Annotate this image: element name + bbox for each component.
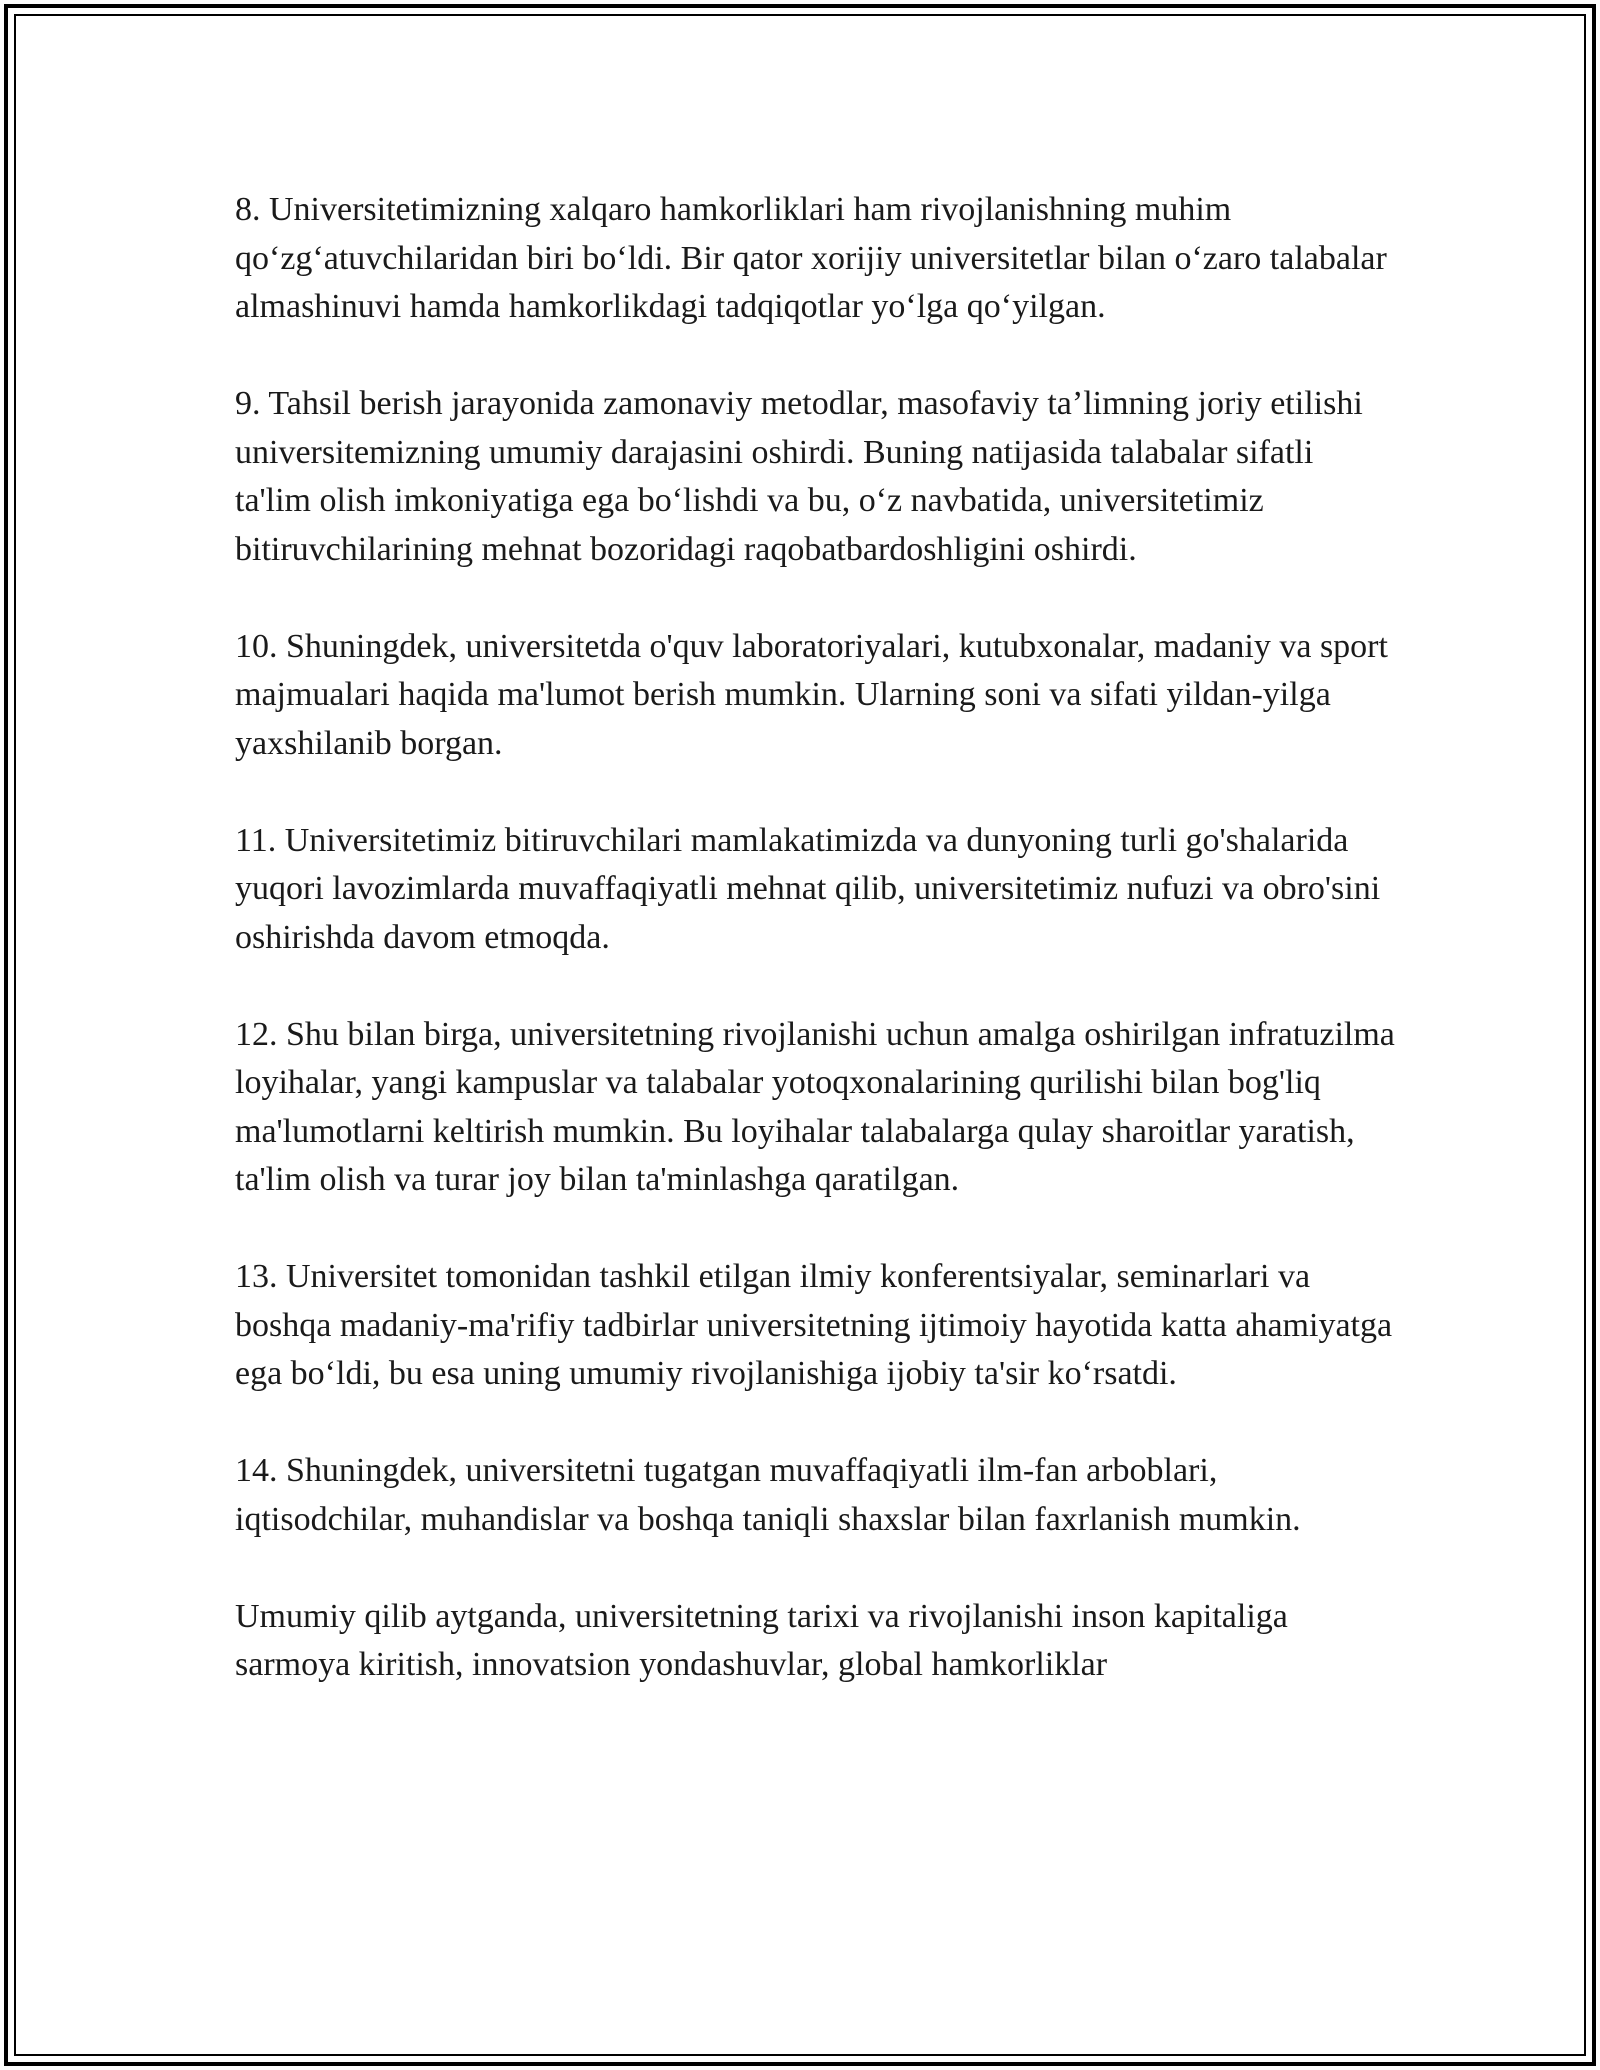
document-body	[235, 186, 1395, 1738]
paragraph-10: 10. Shuningdek, universitetda o'quv laboratoriyalari, kutubxonalar, madaniy va sport majmualari haqida ma'lumot berish mumkin. Ularning soni va sifati yildan-yilga yaxshilanib borgan.	[235, 627, 1388, 762]
paragraph-conclusion: Umumiy qilib aytganda, universitetning tarixi va rivojlanishi inson kapitaliga sarmoya kiritish, innovatsion yondashuvlar, global hamkorliklar	[235, 1597, 1288, 1683]
paragraph-14: 14. Shuningdek, universitetni tugatgan muvaffaqiyatli ilm-fan arboblari, iqtisodchilar, muhandislar va boshqa taniqli shaxslar bilan faxrlanish mumkin.	[235, 1452, 1301, 1538]
paragraph-12: 12. Shu bilan birga, universitetning rivojlanishi uchun amalga oshirilgan infratuzilma loyihalar, yangi kampuslar va talabalar yotoqxonalarining qurilishi bilan bog'liq ma'lumotlarni keltirish mumkin. Bu loyihalar talabalarga qulay sharoitlar yaratish, ta'lim olish va turar joy bilan ta'minlashga qaratilgan.	[235, 1015, 1395, 1198]
paragraph-13: 13. Universitet tomonidan tashkil etilgan ilmiy konferentsiyalar, seminarlari va boshqa madaniy-ma'rifiy tadbirlar universitetning ijtimoiy hayotida katta ahamiyatga ega bo‘ldi, bu esa uning umumiy rivojlanishiga ijobiy ta'sir ko‘rsatdi.	[235, 1258, 1393, 1392]
paragraph-9: 9. Tahsil berish jarayonida zamonaviy metodlar, masofaviy ta’limning joriy etilishi universitemizning umumiy darajasini oshirdi. Buning natijasida talabalar sifatli ta'lim olish imkoniyatiga ega bo‘lishdi va bu, o‘z navbatida, universitetimiz bitiruvchilarining mehnat bozoridagi raqobatbardoshligini oshirdi.	[235, 385, 1363, 568]
paragraph-8: 8. Universitetimizning xalqaro hamkorliklari ham rivojlanishning muhim qo‘zg‘atuvchilaridan biri bo‘ldi. Bir qator xorijiy universitetlar bilan o‘zaro talabalar almashinuvi hamda hamkorlikdagi tadqiqotlar yo‘lga qo‘yilgan.	[235, 191, 1387, 325]
paragraph-11: 11. Universitetimiz bitiruvchilari mamlakatimizda va dunyoning turli go'shalarida yuqori lavozimlarda muvaffaqiyatli mehnat qilib, universitetimiz nufuzi va obro'sini oshirishda davom etmoqda.	[235, 821, 1381, 956]
